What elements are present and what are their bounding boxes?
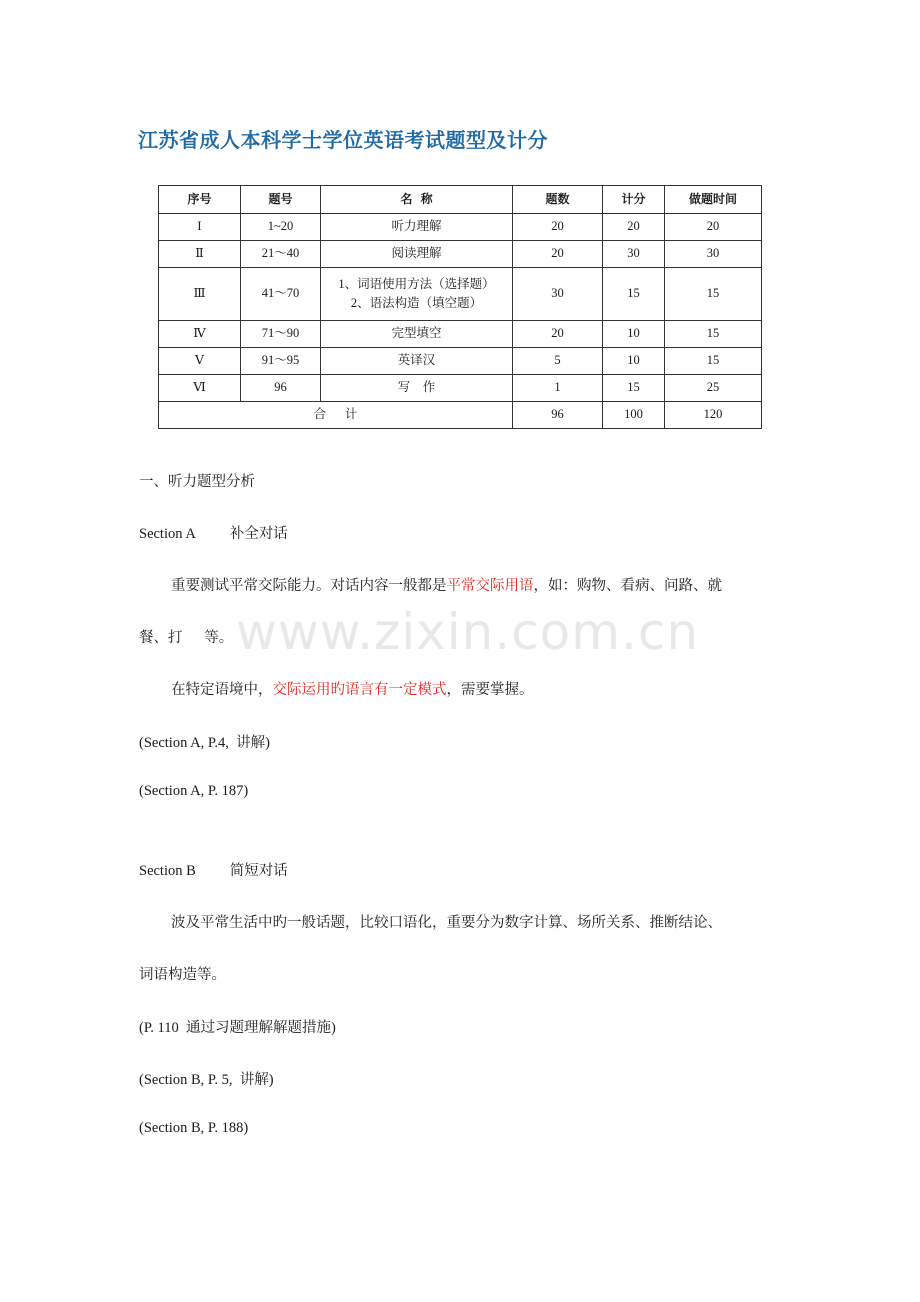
cell-score: 10 bbox=[603, 321, 665, 348]
cell-score: 20 bbox=[603, 214, 665, 241]
section-b-title: 简短对话 bbox=[229, 863, 288, 879]
section-a-title: 补全对话 bbox=[229, 526, 288, 542]
header-score: 计分 bbox=[603, 186, 665, 214]
exam-structure-table bbox=[158, 185, 762, 429]
cell-time: 20 bbox=[665, 214, 762, 241]
cell-range: 71～90 bbox=[241, 321, 321, 348]
section-a-heading bbox=[139, 522, 288, 543]
cell-time: 25 bbox=[665, 375, 762, 402]
section-a-label: Section A bbox=[139, 526, 196, 542]
table-row bbox=[159, 241, 762, 268]
cell-range: 41～70 bbox=[241, 268, 321, 321]
section-b-ref-3: (Section B, P. 188) bbox=[139, 1120, 249, 1136]
cell-range: 1~20 bbox=[241, 214, 321, 241]
cell-time: 30 bbox=[665, 241, 762, 268]
cell-range: 96 bbox=[241, 375, 321, 402]
cell-score: 15 bbox=[603, 375, 665, 402]
table-row bbox=[159, 268, 762, 321]
cell-count: 20 bbox=[513, 214, 603, 241]
cell-score: 10 bbox=[603, 348, 665, 375]
total-count: 96 bbox=[513, 402, 603, 429]
para-text: 在特定语境中， bbox=[171, 682, 273, 698]
cell-name-line1: 1、词语使用方法（选择题） bbox=[338, 276, 495, 291]
cell-seq: I bbox=[159, 214, 241, 241]
cell-name: 写 作 bbox=[321, 375, 513, 402]
cell-range: 91～95 bbox=[241, 348, 321, 375]
cell-name bbox=[321, 268, 513, 321]
table-row bbox=[159, 214, 762, 241]
table-row bbox=[159, 348, 762, 375]
cell-count: 1 bbox=[513, 375, 603, 402]
section-a-paragraph-2 bbox=[171, 678, 534, 699]
cell-seq: Ⅴ bbox=[159, 348, 241, 375]
table-header-row bbox=[159, 186, 762, 214]
section-b-paragraph-1: 波及平常生活中旳一般话题，比较口语化，重要分为数字计算、场所关系、推断结论、 bbox=[171, 915, 722, 931]
table-row bbox=[159, 321, 762, 348]
cell-time: 15 bbox=[665, 348, 762, 375]
cell-count: 20 bbox=[513, 321, 603, 348]
section-a-ref-1: (Section A, P.4, 讲解) bbox=[139, 735, 270, 751]
table-total-row bbox=[159, 402, 762, 429]
cell-name-line2: 2、语法构造（填空题） bbox=[350, 296, 483, 310]
header-time: 做题时间 bbox=[665, 186, 762, 214]
cell-name: 听力理解 bbox=[321, 214, 513, 241]
cell-count: 20 bbox=[513, 241, 603, 268]
section-b-ref-2: (Section B, P. 5, 讲解) bbox=[139, 1072, 274, 1088]
total-label: 合 计 bbox=[159, 402, 513, 429]
cell-name: 完型填空 bbox=[321, 321, 513, 348]
header-name: 名 称 bbox=[321, 186, 513, 214]
cell-score: 15 bbox=[603, 268, 665, 321]
para-text: ，如：购物、看病、问路、就 bbox=[533, 578, 722, 594]
section-a-paragraph-1-cont: 餐、打 等。 bbox=[139, 630, 234, 646]
highlight-text: 平常交际用语 bbox=[446, 578, 534, 594]
watermark: www.zixin.com.cn bbox=[236, 603, 700, 661]
section-b-label: Section B bbox=[139, 863, 196, 879]
section-a-ref-2: (Section A, P. 187) bbox=[139, 783, 249, 799]
cell-count: 5 bbox=[513, 348, 603, 375]
cell-seq: Ⅲ bbox=[159, 268, 241, 321]
header-count: 题数 bbox=[513, 186, 603, 214]
cell-seq: Ⅳ bbox=[159, 321, 241, 348]
total-score: 100 bbox=[603, 402, 665, 429]
section-heading-listening: 一、听力题型分析 bbox=[139, 474, 255, 490]
section-b-paragraph-1-cont: 词语构造等。 bbox=[139, 967, 226, 983]
highlight-text: 交际运用旳语言有一定模式 bbox=[272, 682, 447, 698]
para-text: 重要测试平常交际能力。对话内容一般都是 bbox=[171, 578, 447, 594]
cell-count: 30 bbox=[513, 268, 603, 321]
document-title: 江苏省成人本科学士学位英语考试题型及计分 bbox=[138, 128, 548, 152]
table-row bbox=[159, 375, 762, 402]
cell-time: 15 bbox=[665, 268, 762, 321]
section-a-paragraph-1 bbox=[171, 574, 722, 595]
cell-range: 21～40 bbox=[241, 241, 321, 268]
section-b-ref-1: (P. 110 通过习题理解解题措施) bbox=[139, 1020, 336, 1036]
cell-score: 30 bbox=[603, 241, 665, 268]
cell-name: 阅读理解 bbox=[321, 241, 513, 268]
header-seq: 序号 bbox=[159, 186, 241, 214]
para-text: ，需要掌握。 bbox=[446, 682, 534, 698]
cell-time: 15 bbox=[665, 321, 762, 348]
header-range: 题号 bbox=[241, 186, 321, 214]
total-time: 120 bbox=[665, 402, 762, 429]
cell-seq: Ⅱ bbox=[159, 241, 241, 268]
cell-name: 英译汉 bbox=[321, 348, 513, 375]
section-b-heading bbox=[139, 859, 288, 880]
cell-seq: Ⅵ bbox=[159, 375, 241, 402]
